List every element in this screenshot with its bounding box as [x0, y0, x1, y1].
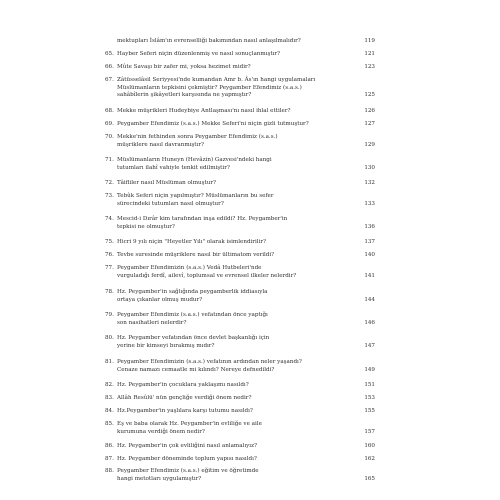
- toc-entry-title-line: hangi metotları uygulamıştır?: [117, 475, 202, 482]
- toc-entry-title: [117, 456, 361, 464]
- toc-entry: [105, 456, 375, 464]
- toc-entry-page-number: 160: [364, 443, 375, 449]
- toc-entry-title-line: sahâbîlerin şikâyetleri karşısında ne yapmıştır?: [117, 92, 252, 99]
- toc-entry-title-line: Mekke müşrikleri Hudeybiye Antlaşması'nı nasıl ihlal ettiler?: [117, 108, 291, 114]
- toc-entry-number: 81.: [105, 359, 114, 365]
- toc-entry-title-line: vurguladığı ferdî, ailevî, toplumsal ve evrensel ilkeler nelerdir?: [117, 272, 297, 279]
- toc-entry: [105, 312, 375, 327]
- toc-entry-number: 73.: [105, 193, 114, 199]
- toc-entry-number: 65.: [105, 51, 114, 57]
- toc-entry-title: [117, 359, 361, 374]
- toc-entry: [105, 335, 375, 350]
- toc-entry-title-line: Tâifliler nasıl Müslüman olmuştur?: [117, 180, 216, 186]
- toc-entry: [105, 108, 375, 116]
- toc-entry-number: 84.: [105, 408, 114, 414]
- toc-entry-title: [117, 51, 361, 59]
- toc-entry-title-line: tutumları ilahî vahiyle tenkit edilmiştir?: [117, 164, 230, 171]
- toc-entry-title-line: Peygamber Efendimizin (s.a.s.) Vedâ Hutbeleri'nde: [117, 265, 262, 271]
- toc-entry-title: [117, 157, 361, 172]
- toc-entry: [105, 468, 375, 483]
- toc-entry: [105, 289, 375, 304]
- toc-entry-title-line: Hicri 9 yılı niçin "Heyetler Yılı" olarak isimlendirilir?: [117, 239, 267, 245]
- toc-entry-number: 68.: [105, 108, 114, 114]
- toc-entry: [105, 239, 375, 247]
- toc-entry: [105, 265, 375, 280]
- toc-entry-title: [117, 382, 361, 390]
- toc-entry-title: [117, 38, 361, 46]
- toc-entry: [105, 421, 375, 436]
- toc-entry-title-line: Peygamber Efendimiz (s.a.s.) vefatından önce yaptığı: [117, 312, 268, 318]
- toc-entry-page-number: 129: [364, 141, 375, 148]
- toc-entry-title: [117, 180, 361, 188]
- toc-entry-page-number: 127: [364, 121, 375, 127]
- toc-entry-title: [117, 193, 361, 208]
- toc-entry-page-number: 151: [364, 382, 375, 388]
- toc-entry-number: 83.: [105, 395, 114, 401]
- toc-entry-number: 74.: [105, 216, 114, 222]
- toc-entry-page-number: 140: [364, 252, 375, 258]
- toc-entry-page-number: 144: [364, 296, 375, 303]
- toc-entry: [105, 216, 375, 231]
- toc-entry-title: [117, 265, 361, 280]
- toc-entry-number: 78.: [105, 289, 114, 295]
- toc-entry: [105, 134, 375, 149]
- toc-entry-page-number: 146: [364, 319, 375, 326]
- toc-entry-title: [117, 335, 361, 350]
- toc-entry-title-line: sürecindeki tutumları nasıl olmuştur?: [117, 200, 224, 207]
- toc-entry-title-line: Mescid-i Dırâr kim tarafından inşa edildi? Hz. Peygamber'in: [117, 216, 288, 222]
- toc-entry: [105, 408, 375, 416]
- toc-entry-title-line: kurumuna verdiği önem nedir?: [117, 428, 205, 435]
- toc-entry-page-number: 123: [364, 64, 375, 70]
- toc-entry-page-number: 149: [364, 366, 375, 373]
- toc-entry-number: 79.: [105, 312, 114, 318]
- toc-entry: [105, 252, 375, 260]
- toc-entry-page-number: 132: [364, 180, 375, 186]
- toc-entry-page-number: 119: [364, 38, 375, 44]
- toc-entry-page-number: 162: [364, 456, 375, 462]
- toc-entry-number: 87.: [105, 456, 114, 462]
- toc-entry-title-line: Zâtüsselâsil Seriyyesi'nde kumandan Amr b. Âs'ın hangi uygulamaları: [117, 77, 316, 83]
- toc-entry-title-line: Hz. Peygamber döneminde toplum yapısı nasıldı?: [117, 456, 257, 462]
- toc-entry-title-line: Mûte Savaşı bir zafer mi, yoksa hezimet midir?: [117, 64, 251, 70]
- toc-entry-number: 69.: [105, 121, 114, 127]
- toc-entry: [105, 38, 375, 46]
- toc-entry-page-number: 137: [364, 239, 375, 245]
- toc-entry-number: 75.: [105, 239, 114, 245]
- toc-entry-number: 85.: [105, 421, 114, 427]
- toc-entry-title: [117, 468, 361, 483]
- toc-entry-title-line: son nasihatleri nelerdir?: [117, 319, 187, 326]
- toc-entry: [105, 51, 375, 59]
- toc-entry-title-line: Peygamber Efendimizin (s.a.s.) vefatının ardından neler yaşandı?: [117, 359, 302, 365]
- toc-entry-title-line: Hayber Seferi niçin düzenlenmiş ve nasıl sonuçlanmıştır?: [117, 51, 281, 57]
- toc-entry-number: 86.: [105, 443, 114, 449]
- toc-entry: [105, 157, 375, 172]
- toc-entry-title-line: Hz. Peygamber'in çok evliliğini nasıl anlamalıyız?: [117, 443, 258, 449]
- toc-entry-title: [117, 216, 361, 231]
- toc-entry-title-line: Müslümanların Huneyn (Hevâzin) Gazvesi'ndeki hangi: [117, 157, 272, 163]
- toc-entry-page-number: 133: [364, 200, 375, 207]
- toc-entry-number: 88.: [105, 468, 114, 474]
- book-page: [105, 38, 375, 498]
- toc-entry-title-line: Müslümanların tepkisini çekmiştir? Peygamber Efendimiz (s.a.s.): [117, 84, 302, 91]
- toc-entry-page-number: 125: [364, 92, 375, 99]
- toc-entry-title: [117, 421, 361, 436]
- toc-entry-number: 71.: [105, 157, 114, 163]
- toc-entry-number: 67.: [105, 77, 114, 83]
- toc-entry-title: [117, 395, 361, 403]
- toc-entry: [105, 359, 375, 374]
- toc-entry-number: 82.: [105, 382, 114, 388]
- toc-entry-title-line: Hz.Peygamber'in yaşlılara karşı tutumu nasıldı?: [117, 408, 253, 414]
- toc-entry-title-line: mektupları İslâm'ın evrenselliği bakımından nasıl anlaşılmalıdır?: [117, 38, 301, 44]
- toc-entry-title-line: Hz. Peygamber vefatından önce devlet başkanlığı için: [117, 335, 270, 341]
- toc-entry-title-line: yerine bir kimseyi bırakmış mıdır?: [117, 342, 215, 349]
- toc-entry-number: 70.: [105, 134, 114, 140]
- toc-entry-page-number: 147: [364, 342, 375, 349]
- toc-entry-page-number: 121: [364, 51, 375, 57]
- toc-entry-title-line: Tebûk Seferi niçin yapılmıştır? Müslümanların bu sefer: [117, 193, 274, 199]
- toc-entry-title: [117, 108, 361, 116]
- toc-entry-title: [117, 239, 361, 247]
- toc-entry-title-line: Eş ve baba olarak Hz. Peygamber'in evliliğe ve aile: [117, 421, 262, 427]
- toc-entry: [105, 443, 375, 451]
- toc-entry-title: [117, 408, 361, 416]
- toc-entry-page-number: 136: [364, 223, 375, 230]
- toc-entry-page-number: 141: [364, 272, 375, 279]
- toc-entry-title: [117, 77, 361, 100]
- toc-entry-page-number: 155: [364, 408, 375, 414]
- toc-entry-page-number: 157: [364, 428, 375, 435]
- toc-entry-number: 72.: [105, 180, 114, 186]
- toc-entry-title: [117, 289, 361, 304]
- toc-entry-title-line: Mekke'nin fethinden sonra Peygamber Efendimiz (s.a.s.): [117, 134, 278, 140]
- toc-entry-title: [117, 64, 361, 72]
- toc-entry-page-number: 165: [364, 475, 375, 482]
- toc-entry-title: [117, 252, 361, 260]
- toc-entry-page-number: 153: [364, 395, 375, 401]
- toc-entry-title: [117, 443, 361, 451]
- toc-entry-title-line: Tevbe suresinde müşriklere nasıl bir ültimatom verildi?: [117, 252, 275, 258]
- toc-entry: [105, 121, 375, 129]
- toc-entry-title: [117, 134, 361, 149]
- toc-entry: [105, 64, 375, 72]
- toc-entry-number: 77.: [105, 265, 114, 271]
- toc-entry-number: 80.: [105, 335, 114, 341]
- toc-entry: [105, 77, 375, 100]
- toc-entry-title: [117, 121, 361, 129]
- toc-entry: [105, 382, 375, 390]
- toc-entry-title-line: Peygamber Efendimiz (s.a.s.) Mekke Seferi'ni niçin gizli tutmuştur?: [117, 121, 309, 127]
- toc-entry-page-number: 130: [364, 164, 375, 171]
- toc-entry: [105, 193, 375, 208]
- toc-entry-number: 76.: [105, 252, 114, 258]
- toc-entry-number: 66.: [105, 64, 114, 70]
- toc-entry-title-line: Hz. Peygamber'in sağlığında peygamberlik iddiasıyla: [117, 289, 268, 295]
- toc-entry-title-line: ortaya çıkanlar olmuş mudur?: [117, 296, 203, 303]
- toc-entry-title-line: Peygamber Efendimiz (s.a.s.) eğitim ve öğretimde: [117, 468, 259, 474]
- toc-entry: [105, 395, 375, 403]
- toc-entry-title-line: Cenaze namazı cemaatle mi kılındı? Nereye defnedildi?: [117, 366, 275, 373]
- toc-entry-title: [117, 312, 361, 327]
- toc-entry-title-line: Hz. Peygamber'in çocuklara yaklaşımı nasıldı?: [117, 382, 249, 388]
- toc-entry-title-line: müşriklere nasıl davranmıştır?: [117, 141, 205, 148]
- toc-entry-title-line: Allâh Resûlü' nün gençliğe verdiği önem nedir?: [117, 395, 252, 401]
- toc-entry-title-line: tepkisi ne olmuştur?: [117, 223, 175, 230]
- toc-entry: [105, 180, 375, 188]
- toc-entry-page-number: 126: [364, 108, 375, 114]
